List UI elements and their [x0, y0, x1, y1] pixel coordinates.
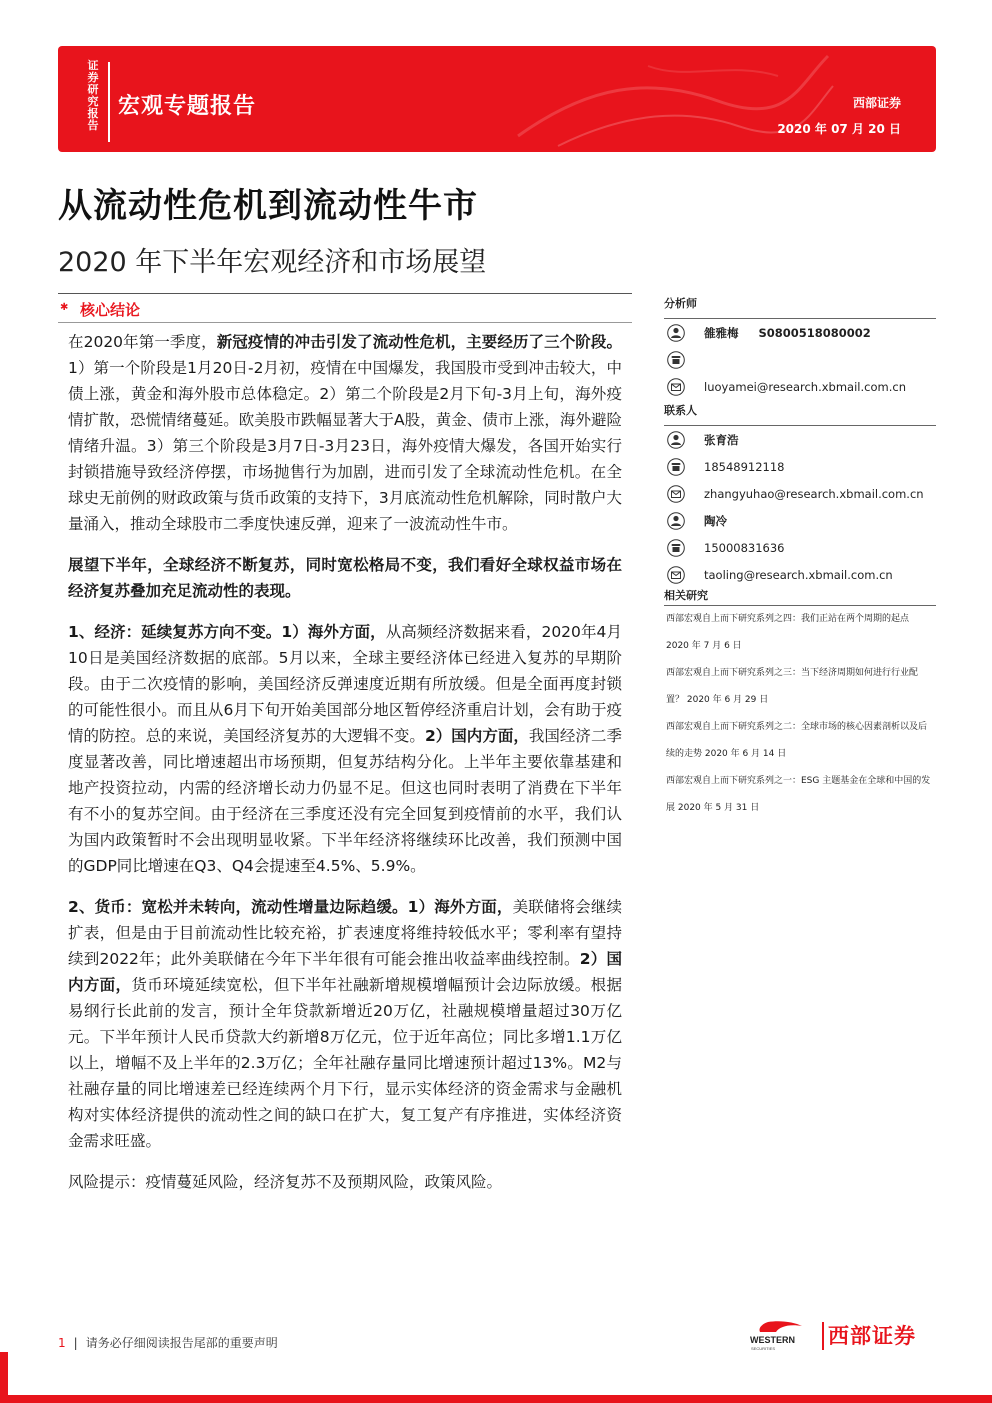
- text-run-bold: 1、经济：延续复苏方向不变。1）海外方面，: [68, 623, 386, 641]
- email-icon: [666, 565, 686, 585]
- logo-text: WESTERN: [750, 1335, 795, 1345]
- contact-header: 联系人: [664, 400, 936, 426]
- main-content: [58, 293, 632, 1210]
- research-item[interactable]: 西部宏观自上而下研究系列之一：ESG 主题基金在全球和中国的发: [666, 776, 931, 786]
- text-run-bold: 新冠疫情的冲击引发了流动性危机，主要经历了三个阶段。: [216, 333, 622, 351]
- section-title: 核心结论: [80, 301, 141, 319]
- text-run-bold: 2、货币：宽松并未转向，流动性增量边际趋缓。1）海外方面，: [68, 898, 513, 916]
- page-subtitle: 2020 年下半年宏观经济和市场展望: [58, 247, 487, 278]
- contact-name: 陶冷: [704, 513, 727, 528]
- email-icon: [666, 484, 686, 504]
- research-item: 2020 年 7 月 6 日: [666, 641, 742, 651]
- report-date: 2020 年 07 月 20 日: [777, 122, 901, 136]
- research-header: 相关研究: [664, 588, 936, 606]
- report-body: [58, 323, 632, 1195]
- contact-phone: 18548912118: [704, 459, 785, 474]
- contact-email-row: [664, 480, 936, 507]
- footer-notice: [58, 1334, 278, 1351]
- contact-phone: 15000831636: [704, 540, 785, 555]
- analyst-email[interactable]: luoyamei@research.xbmail.com.cn: [704, 379, 906, 394]
- phone-icon: [666, 538, 686, 558]
- contact-phone-row: [664, 453, 936, 480]
- contact-email[interactable]: taoling@research.xbmail.com.cn: [704, 567, 893, 582]
- research-item[interactable]: 西部宏观自上而下研究系列之二：全球市场的核心因素剖析以及后: [666, 722, 928, 732]
- text-run: 1）第一个阶段是1月20日-2月初，疫情在中国爆发，我国股市受到冲击较大，中债上涨，黄金和海外股市总体稳定。2）第二个阶段是2月下旬-3月上旬，海外疫情扩散，恐慌情绪蔓延。欧美股市跌幅显著大于A股，黄金、债市上涨，海外避险情绪升温。3）第三个阶段是3月7日-3月23日，海外疫情大爆发，各国开始实行封锁措施导致经济停摆，市场抛售行为加剧，进而引发了全球流动性危机。在全球史无前例的财政政策与货币政策的支持下，3月底流动性危机解除，同时散户大量涌入，推动全球股市二季度快速反弹，迎来了一波流动性牛市。: [68, 359, 622, 533]
- analyst-cert: S0800518080002: [758, 325, 871, 340]
- research-item: 续的走势 2020 年 6 月 14 日: [666, 749, 787, 759]
- paragraph-phases: [68, 329, 622, 537]
- paragraph-economy: [68, 619, 622, 879]
- corner-accent-horizontal: [0, 1395, 992, 1403]
- page-number: 1: [58, 1336, 66, 1350]
- bullet-star-icon: ✱: [60, 302, 69, 313]
- research-item: 置？ 2020 年 6 月 29 日: [666, 695, 769, 705]
- phone-icon: [666, 350, 686, 370]
- text-run-bold: 2）国内方面，: [424, 727, 529, 745]
- footer-separator: |: [73, 1336, 78, 1350]
- email-icon: [666, 377, 686, 397]
- contact-email-row: [664, 561, 936, 588]
- person-icon: [666, 323, 686, 343]
- header-banner: [58, 46, 936, 152]
- text-run-bold: 2）国内方面，: [68, 950, 622, 994]
- report-category-label: 证券研究报告: [87, 59, 99, 132]
- person-icon: [666, 511, 686, 531]
- analyst-phone-row: [664, 346, 936, 373]
- report-type: 宏观专题报告: [118, 94, 257, 119]
- research-item[interactable]: 西部宏观自上而下研究系列之四：我们正站在两个周期的起点: [666, 614, 910, 624]
- paragraph-monetary: [68, 894, 622, 1154]
- paragraph-risk: 风险提示：疫情蔓延风险，经济复苏不及预期风险，政策风险。: [68, 1173, 503, 1191]
- research-item[interactable]: 西部宏观自上而下研究系列之三：当下经济周期如何进行行业配: [666, 668, 919, 678]
- person-icon: [666, 430, 686, 450]
- contact-phone-row: [664, 534, 936, 561]
- contact-name: 张育浩: [704, 432, 739, 447]
- analyst-name-row: [664, 319, 936, 346]
- text-run: 货币环境延续宽松，但下半年社融新增规模增幅预计会边际放缓。根据易纲行长此前的发言，预计全年贷款新增近20万亿，社融规模增量超过30万亿元。下半年预计人民币贷款大约新增8万亿元，位于近年高位；同比多增1.1万亿以上，增幅不及上半年的2.3万亿；全年社融存量同比增速预计超过13%。M2与社融存量的同比增速差已经连续两个月下行，显示实体经济的资金需求与金融机构对实体经济提供的流动性之间的缺口在扩大，复工复产有序推进，实体经济资金需求旺盛。: [68, 976, 622, 1150]
- research-item: 展 2020 年 5 月 31 日: [666, 803, 760, 813]
- section-header: [58, 293, 632, 323]
- text-run: 从高频经济数据来看，2020年4月10日是美国经济数据的底部。5月以来，全球主要经济体已经进入复苏的早期阶段。由于二次疫情的影响，美国经济反弹速度近期有所放缓。但是全面再度封锁的可能性很小。而且从6月下旬开始美国部分地区暂停经济重启计划，会有助于疫情的防控。总的来说，美国经济复苏的大逻辑不变。: [68, 623, 622, 745]
- paragraph-outlook: 展望下半年，全球经济不断复苏，同时宽松格局不变，我们看好全球权益市场在经济复苏叠加充足流动性的表现。: [68, 556, 622, 600]
- banner-brand: 西部证券: [852, 96, 901, 110]
- analyst-header: 分析师: [664, 293, 936, 319]
- text-run: 美联储将会继续扩表，但是由于目前流动性比较充裕，扩表速度将维持较低水平；零利率有望持续到2022年；此外美联储在今年下半年很有可能会推出收益率曲线控制。: [68, 898, 622, 968]
- analyst-email-row: [664, 373, 936, 400]
- contact-name-row: [664, 426, 936, 453]
- logo-subtext: SECURITIES: [751, 1346, 776, 1351]
- contact-name-row: [664, 507, 936, 534]
- footer-brand: 西部证券: [828, 1324, 916, 1348]
- page-title: 从流动性危机到流动性牛市: [58, 186, 478, 226]
- text-run: 我国经济二季度显著改善，同比增速超出市场预期，但复苏结构分化。上半年主要依靠基建和地产投资拉动，内需的经济增长动力仍显不足。但这也同时表明了消费在下半年有不小的复苏空间。由于经济在三季度还没有完全回复到疫情前的水平，我们认为国内政策暂时不会出现明显收紧。下半年经济将继续环比改善，我们预测中国的GDP同比增速在Q3、Q4会提速至4.5%、5.9%。: [68, 727, 622, 875]
- analyst-name: 雒雅梅: [704, 325, 739, 340]
- phone-icon: [666, 457, 686, 477]
- text-run: 在2020年第一季度，: [68, 333, 217, 351]
- banner-divider: [108, 62, 110, 142]
- sidebar: [664, 293, 936, 822]
- contact-email[interactable]: zhangyuhao@research.xbmail.com.cn: [704, 486, 924, 501]
- disclaimer-text: 请务必仔细阅读报告尾部的重要声明: [85, 1336, 278, 1350]
